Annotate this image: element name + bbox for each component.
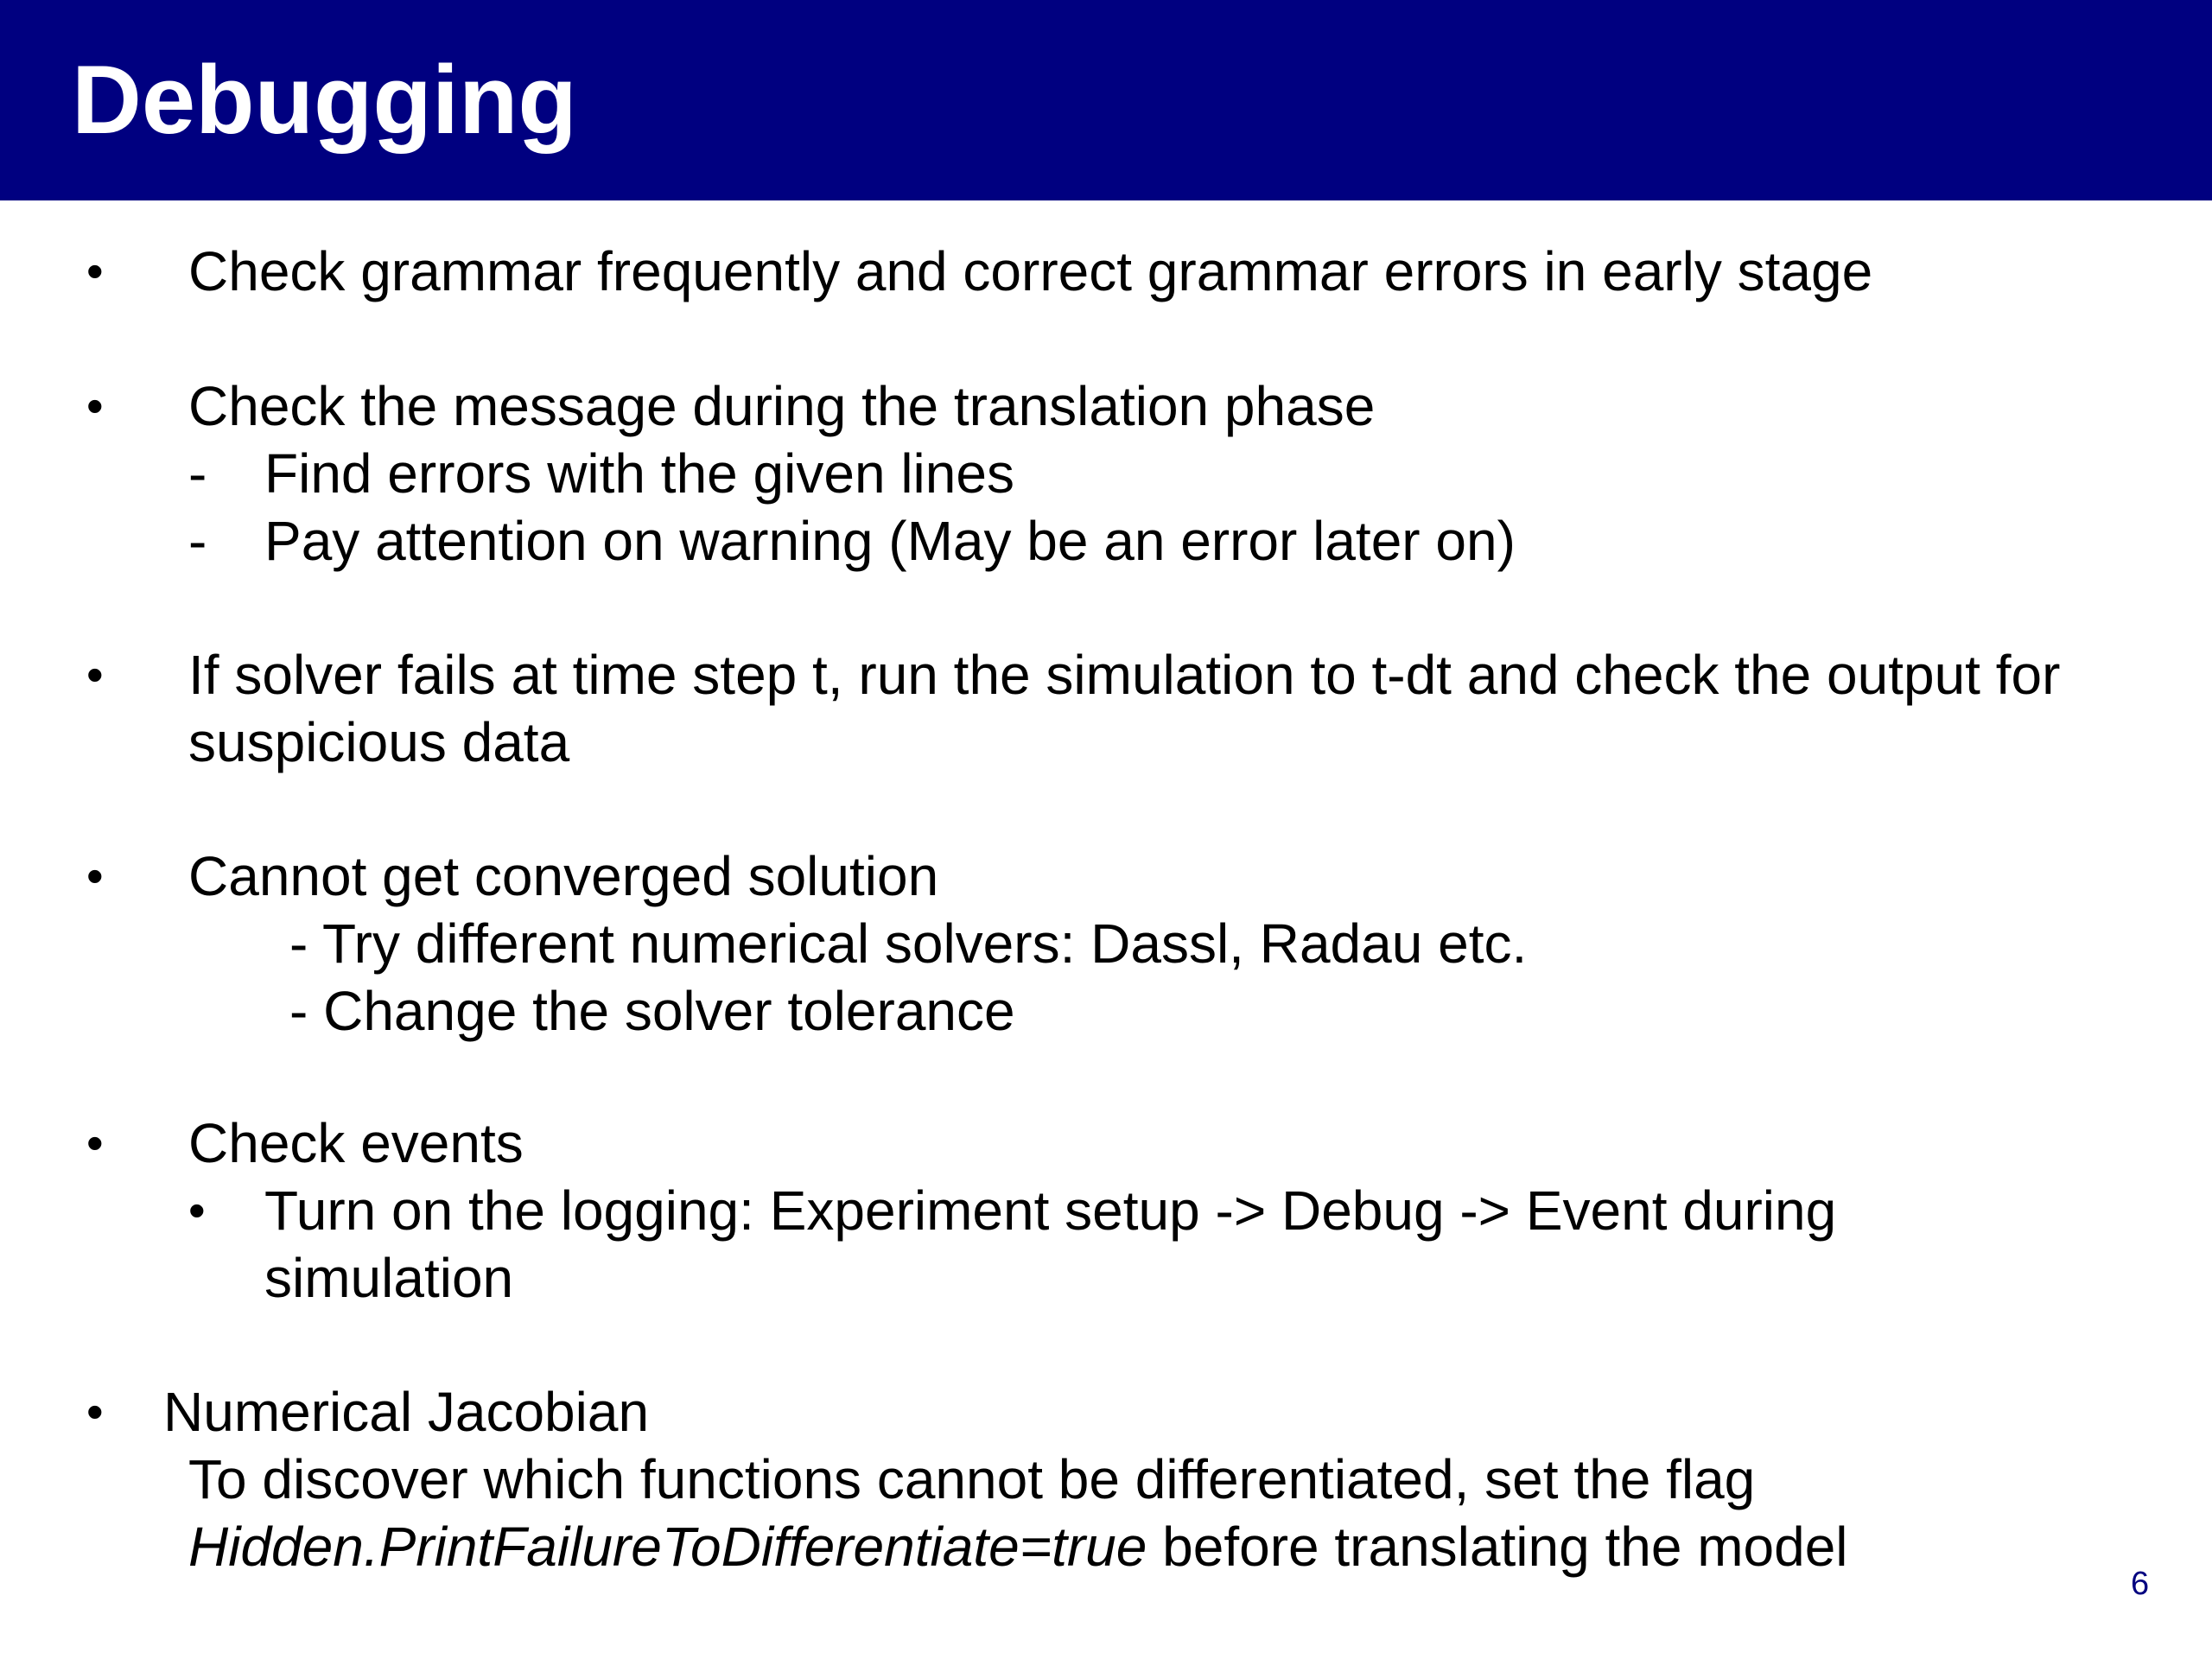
flag-name: Hidden.PrintFailureToDifferentiate=true bbox=[188, 1516, 1147, 1578]
sub-item-text: - Change the solver tolerance bbox=[289, 980, 1015, 1042]
sub-item-marker: - bbox=[188, 510, 207, 572]
bullet-marker: • bbox=[86, 1116, 104, 1170]
bullet-text-line: suspicious data bbox=[188, 711, 570, 773]
sub-item-text-line: simulation bbox=[264, 1247, 514, 1309]
bullet-text: Cannot get converged solution bbox=[188, 845, 939, 907]
sub-item-text-line: Turn on the logging: Experiment setup -> Debug -> Event during bbox=[264, 1179, 1837, 1242]
sub-item-marker: - bbox=[188, 442, 207, 505]
slide-title: Debugging bbox=[72, 46, 577, 154]
bullet-text: Check events bbox=[188, 1112, 524, 1174]
page-number: 6 bbox=[2131, 1566, 2150, 1602]
bullet-marker: • bbox=[86, 849, 104, 903]
bullet-marker: • bbox=[86, 244, 104, 298]
bullet-marker: • bbox=[86, 378, 104, 433]
sub-item-text: - Try different numerical solvers: Dassl, Radau etc. bbox=[289, 912, 1528, 975]
bullet-marker: • bbox=[86, 1384, 104, 1439]
detail-text-line bbox=[188, 1513, 1848, 1580]
detail-text: To discover which functions cannot be differentiated, set the flag bbox=[188, 1448, 1756, 1510]
sub-item-marker: • bbox=[188, 1183, 206, 1237]
bullet-text-line: If solver fails at time step t, run the simulation to t-dt and check the output for bbox=[188, 644, 2061, 706]
title-bar bbox=[0, 0, 2212, 200]
detail-tail: before translating the model bbox=[1147, 1516, 1848, 1578]
bullet-text: Check grammar frequently and correct grammar errors in early stage bbox=[188, 240, 1873, 302]
sub-item-text: Find errors with the given lines bbox=[264, 442, 1014, 505]
bullet-text: Numerical Jacobian bbox=[163, 1381, 650, 1443]
bullet-marker: • bbox=[86, 647, 104, 702]
sub-item-text: Pay attention on warning (May be an error later on) bbox=[264, 510, 1516, 572]
bullet-text: Check the message during the translation phase bbox=[188, 375, 1376, 437]
